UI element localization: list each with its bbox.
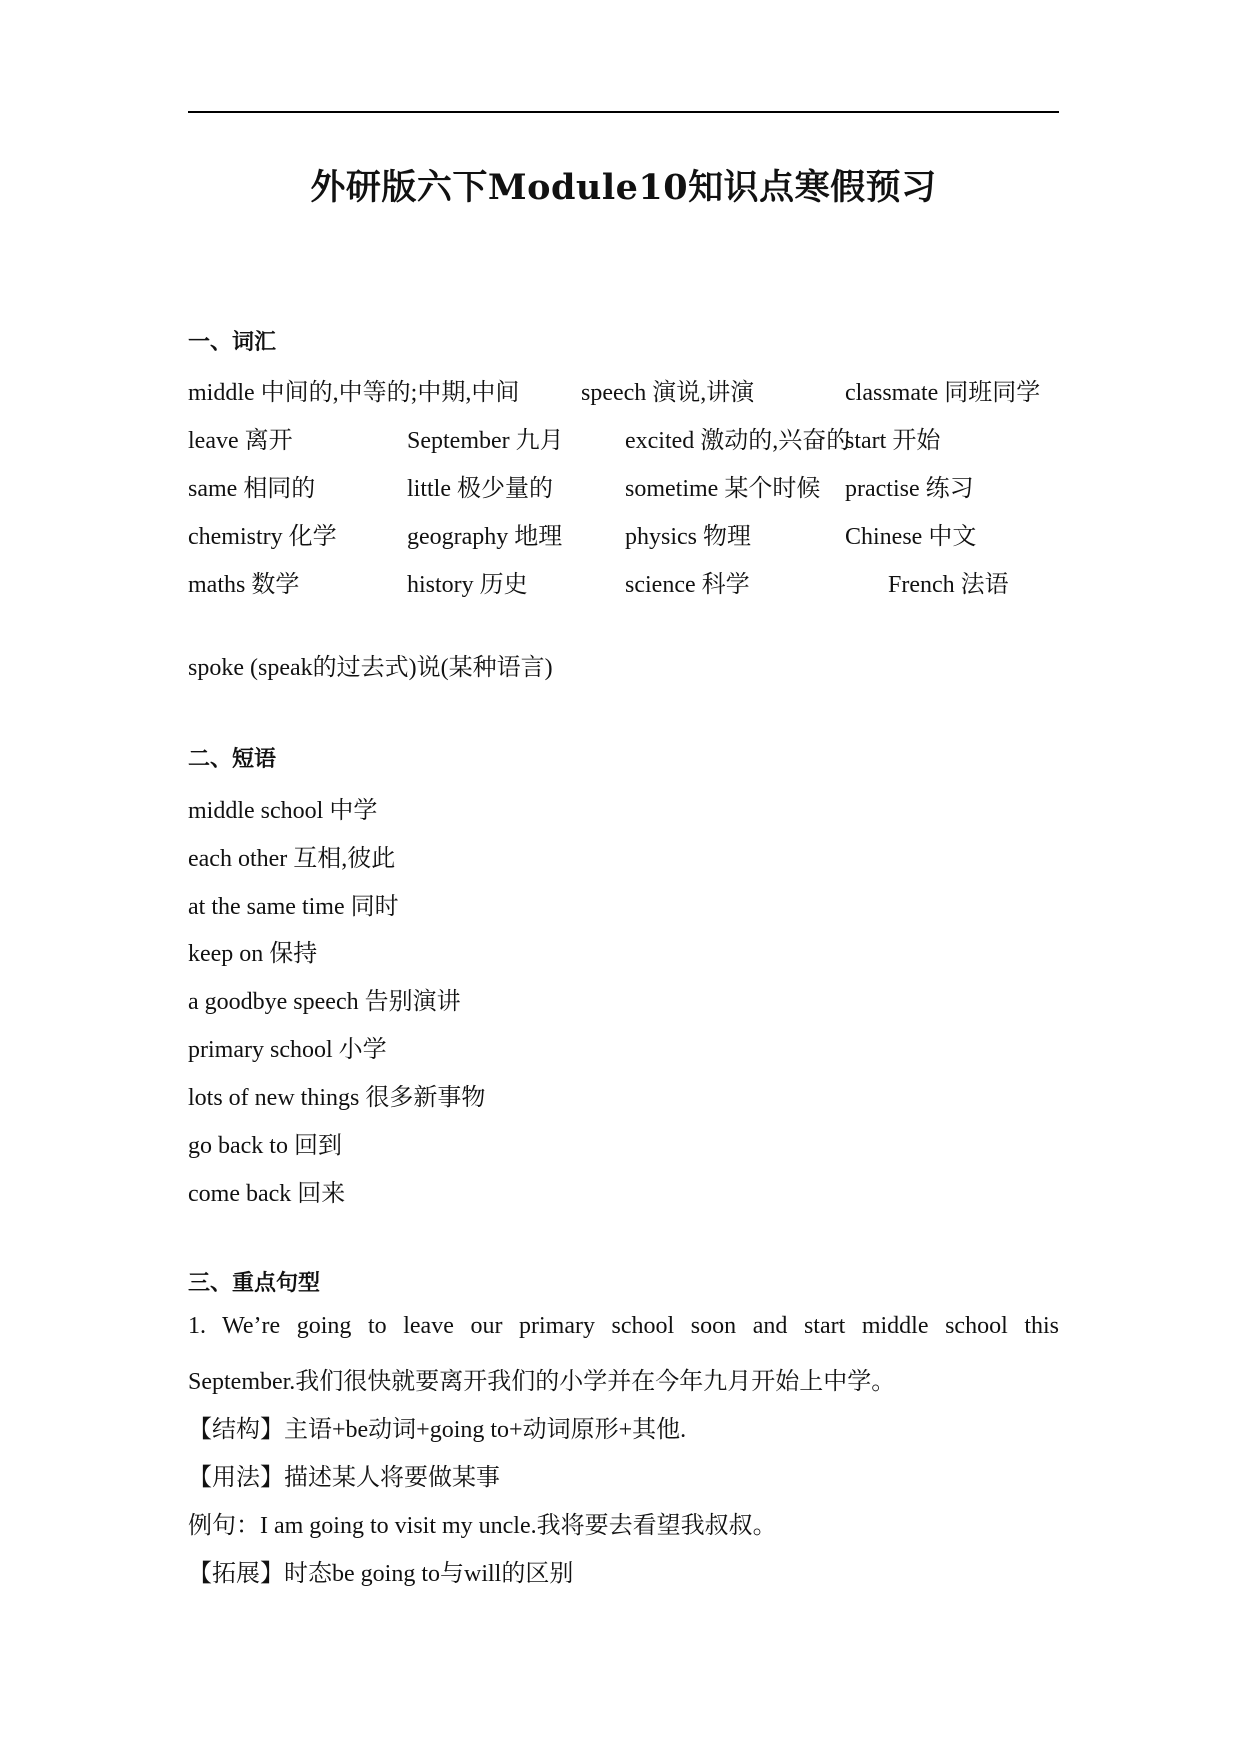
example-sentence: 例句：I am going to visit my uncle.我将要去看望我叔叔。 bbox=[188, 1513, 777, 1539]
vocab-item: same 相同的 bbox=[188, 476, 316, 502]
vocab-item: chemistry 化学 bbox=[188, 524, 337, 550]
vocab-item: French 法语 bbox=[888, 572, 1009, 598]
phrase-item: keep on 保持 bbox=[188, 941, 318, 967]
sentence-1-line-1: 1. We’re going to leave our primary school soon and start middle school this bbox=[188, 1313, 1059, 1339]
vocab-item: classmate 同班同学 bbox=[845, 380, 1041, 406]
vocab-row bbox=[188, 468, 1068, 516]
vocab-item: Chinese 中文 bbox=[845, 524, 977, 550]
vocab-item: middle 中间的,中等的;中期,中间 bbox=[188, 380, 520, 406]
header-rule bbox=[188, 111, 1059, 113]
section-heading-key-sentences: 三、重点句型 bbox=[188, 1270, 321, 1296]
phrase-item: come back 回来 bbox=[188, 1181, 346, 1207]
vocab-item: geography 地理 bbox=[407, 524, 563, 550]
vocab-item: science 科学 bbox=[625, 572, 750, 598]
vocab-item: sometime 某个时候 bbox=[625, 476, 821, 502]
sentence-1-line-2: September.我们很快就要离开我们的小学并在今年九月开始上中学。 bbox=[188, 1369, 896, 1395]
vocab-item: excited 激动的,兴奋的 bbox=[625, 428, 851, 454]
vocab-item: leave 离开 bbox=[188, 428, 293, 454]
phrase-item: lots of new things 很多新事物 bbox=[188, 1085, 486, 1111]
extension-note: 【拓展】时态be going to与will的区别 bbox=[188, 1561, 574, 1587]
phrase-item: primary school 小学 bbox=[188, 1037, 387, 1063]
vocab-item: practise 练习 bbox=[845, 476, 974, 502]
vocab-item: history 历史 bbox=[407, 572, 528, 598]
vocabulary-grid bbox=[188, 372, 1068, 612]
vocab-item: start 开始 bbox=[845, 428, 941, 454]
vocab-item: maths 数学 bbox=[188, 572, 300, 598]
section-heading-vocabulary: 一、词汇 bbox=[188, 329, 277, 355]
section-heading-phrases: 二、短语 bbox=[188, 746, 277, 772]
phrase-item: each other 互相,彼此 bbox=[188, 846, 396, 872]
vocab-item: physics 物理 bbox=[625, 524, 751, 550]
phrase-item: at the same time 同时 bbox=[188, 894, 399, 920]
vocab-item: September 九月 bbox=[407, 428, 564, 454]
vocab-item: little 极少量的 bbox=[407, 476, 553, 502]
vocab-extra-line: spoke (speak的过去式)说(某种语言) bbox=[188, 655, 553, 681]
usage-note: 【用法】描述某人将要做某事 bbox=[188, 1465, 500, 1491]
vocab-row bbox=[188, 564, 1068, 612]
document-title: 外研版六下Module10知识点寒假预习 bbox=[310, 167, 937, 208]
phrase-item: a goodbye speech 告别演讲 bbox=[188, 989, 461, 1015]
vocab-row bbox=[188, 372, 1068, 420]
phrase-item: middle school 中学 bbox=[188, 798, 378, 824]
structure-note: 【结构】主语+be动词+going to+动词原形+其他. bbox=[188, 1417, 687, 1443]
vocab-item: speech 演说,讲演 bbox=[581, 380, 755, 406]
vocab-row bbox=[188, 420, 1068, 468]
phrase-item: go back to 回到 bbox=[188, 1133, 342, 1159]
vocab-row bbox=[188, 516, 1068, 564]
